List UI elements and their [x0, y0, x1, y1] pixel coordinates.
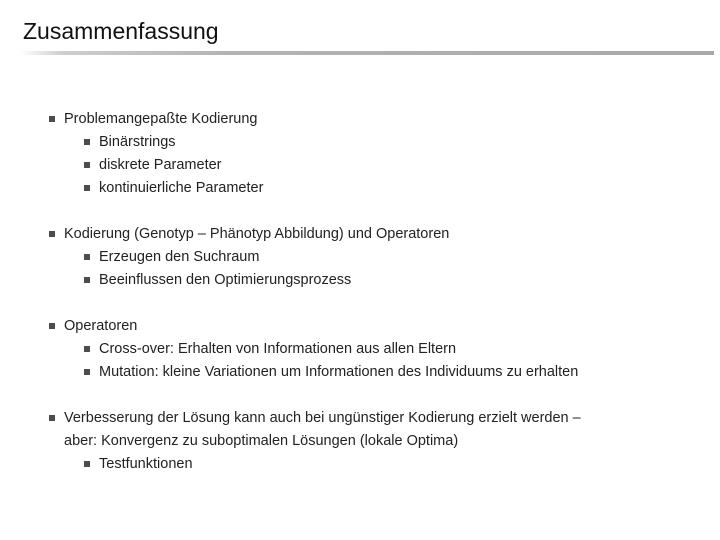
bullet-text: Problemangepaßte Kodierung [64, 111, 258, 127]
bullet-group-improvement [48, 407, 698, 476]
sub-bullet-item [83, 361, 698, 384]
square-bullet-icon [84, 185, 90, 191]
square-bullet-icon [49, 116, 55, 122]
sub-bullet-item [83, 269, 698, 292]
sub-bullet-item [83, 453, 698, 476]
slide-title: Zusammenfassung [23, 18, 219, 44]
bullet-continuation [48, 430, 698, 453]
sub-bullet-text: Beeinflussen den Optimierungsprozess [99, 272, 352, 288]
sub-bullet-text: Testfunktionen [99, 456, 193, 472]
square-bullet-icon [84, 162, 90, 168]
square-bullet-icon [84, 346, 90, 352]
square-bullet-icon [84, 461, 90, 467]
square-bullet-icon [84, 277, 90, 283]
bullet-item [48, 315, 698, 338]
square-bullet-icon [49, 323, 55, 329]
square-bullet-icon [84, 254, 90, 260]
sub-bullet-item [83, 246, 698, 269]
bullet-continuation-text: aber: Konvergenz zu suboptimalen Lösungen (lokale Optima) [64, 433, 459, 449]
sub-bullet-text: Mutation: kleine Variationen um Informationen des Individuums zu erhalten [99, 364, 579, 380]
bullet-text: Kodierung (Genotyp – Phänotyp Abbildung) und Operatoren [64, 226, 450, 242]
bullet-group-encoding [48, 108, 698, 200]
sub-bullet-text: Erzeugen den Suchraum [99, 249, 260, 265]
bullet-group-genotype [48, 223, 698, 292]
sub-bullet-text: kontinuierliche Parameter [99, 180, 264, 196]
square-bullet-icon [49, 231, 55, 237]
sub-bullet-text: Cross-over: Erhalten von Informationen aus allen Eltern [99, 341, 457, 357]
sub-bullet-item [83, 131, 698, 154]
square-bullet-icon [84, 369, 90, 375]
square-bullet-icon [49, 415, 55, 421]
title-divider [20, 51, 714, 55]
bullet-item [48, 407, 698, 430]
sub-bullet-text: diskrete Parameter [99, 157, 222, 173]
bullet-text: Verbesserung der Lösung kann auch bei ungünstiger Kodierung erzielt werden – [64, 410, 581, 426]
bullet-text: Operatoren [64, 318, 138, 334]
sub-bullet-item [83, 154, 698, 177]
sub-bullet-text: Binärstrings [99, 134, 176, 150]
bullet-item [48, 108, 698, 131]
bullet-list [48, 108, 698, 499]
sub-bullet-item [83, 177, 698, 200]
sub-bullet-item [83, 338, 698, 361]
bullet-group-operators [48, 315, 698, 384]
bullet-item [48, 223, 698, 246]
square-bullet-icon [84, 139, 90, 145]
